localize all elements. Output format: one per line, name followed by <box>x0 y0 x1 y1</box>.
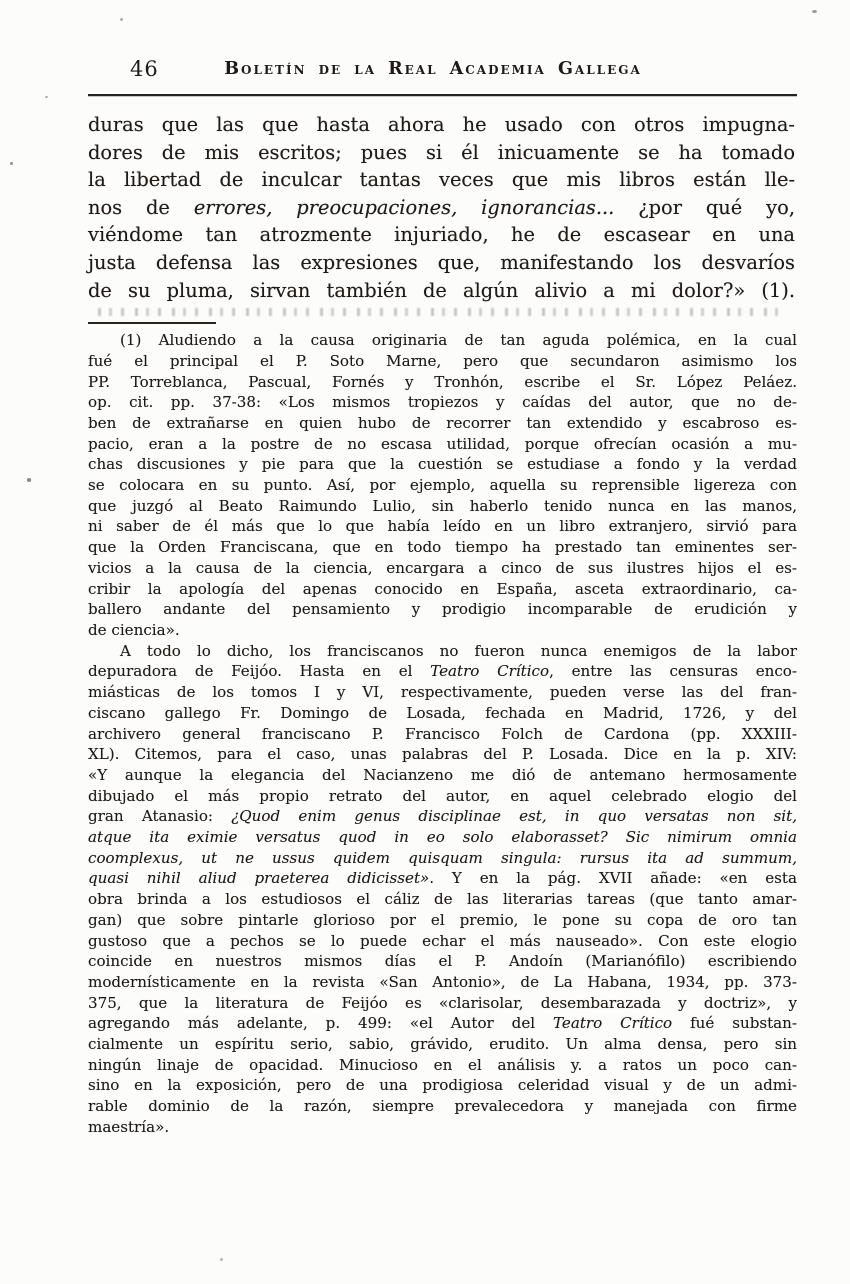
text-line: op. cit. pp. 37-38: «Los mismos tropiezos y caídas del autor, que no de- <box>88 393 797 412</box>
text-line: ningún linaje de opacidad. Minucioso en el análisis y. a ratos un poco can- <box>88 1055 797 1074</box>
ghost-text-artifact <box>98 308 786 316</box>
text-line: ciscano gallego Fr. Domingo de Losada, fechada en Madrid, 1726, y del <box>88 703 797 722</box>
text-line: PP. Torreblanca, Pascual, Fornés y Tronhón, escribe el Sr. López Peláez. <box>88 372 797 391</box>
text-line: ben de extrañarse en quien hubo de recorrer tan extendido y escabroso es- <box>88 413 797 432</box>
text-line: sino en la exposición, pero de una prodigiosa celeridad visual y de un admi- <box>88 1076 797 1095</box>
text-line: de ciencia». <box>88 621 180 639</box>
text-line: viéndome tan atrozmente injuriado, he de escasear en una <box>88 223 795 247</box>
text-line: ni saber de él más que lo que había leído en un libro extranjero, sirvió para <box>88 517 797 536</box>
text-line: archivero general franciscano P. Francisco Folch de Cardona (pp. XXXIII- <box>88 724 797 743</box>
footnote-separator-rule <box>88 322 216 324</box>
text-line: pacio, eran a la postre de no escasa utilidad, porque ofrecían ocasión a mu- <box>88 434 797 453</box>
scan-speckle <box>220 1258 223 1261</box>
page-number: 46 <box>130 57 159 81</box>
scan-speckle <box>10 162 13 165</box>
scan-speckle <box>27 478 31 482</box>
text-line: que la Orden Franciscana, que en todo tiempo ha prestado tan eminentes ser- <box>88 538 797 557</box>
text-line: obra brinda a los estudiosos el cáliz de las literarias tareas (que tanto amar- <box>88 890 797 909</box>
text-line: (1) Aludiendo a la causa originaria de tan aguda polémica, en la cual <box>120 331 797 350</box>
text-line: maestría». <box>88 1117 170 1136</box>
main-paragraph <box>88 111 795 304</box>
text-line: dores de mis escritos; pues si él inicuamente se ha tomado <box>88 140 795 164</box>
text-line: dibujado el más propio retrato del autor, en aquel celebrado elogio del <box>88 786 797 805</box>
scan-speckle <box>45 96 48 98</box>
text-line: duras que las que hasta ahora he usado con otros impugna- <box>88 113 795 136</box>
footnote-1 <box>88 330 797 641</box>
header-rule <box>88 94 797 96</box>
text-line: 375, que la literatura de Feijóo es «clarisolar, desembarazada y doctriz», y <box>88 993 797 1012</box>
text-line: agregando más adelante, p. 499: «el Autor del Teatro Crítico fué substan- <box>88 1014 797 1033</box>
text-line: «Y aunque la elegancia del Nacianzeno me dió de antemano hermosamente <box>88 765 797 784</box>
running-title: Boletín de la Real Academia Gallega <box>224 59 642 79</box>
text-line: vicios a la causa de la ciencia, encargara a cinco de sus ilustres hijos el es- <box>88 558 797 577</box>
text-line: coomplexus, ut ne ussus quidem quisquam singula: rursus ita ad summum, <box>88 848 797 867</box>
text-line: chas discusiones y pie para que la cuestión se estudiase a fondo y la verdad <box>88 455 797 474</box>
text-line: quasi nihil aliud praeterea didicisset». Y en la pág. XVII añade: «en esta <box>88 869 797 888</box>
text-line: modernísticamente en la revista «San Antonio», de La Habana, 1934, pp. 373- <box>88 972 797 991</box>
text-line: atque ita eximie versatus quod in eo solo elaborasset? Sic nimirum omnia <box>88 828 797 847</box>
text-line: coincide en nuestros mismos días el P. Andoín (Marianófilo) escribiendo <box>88 952 797 971</box>
scan-speckle <box>812 10 817 13</box>
scan-speckle <box>120 18 123 21</box>
text-line: gran Atanasio: ¿Quod enim genus disciplinae est, in quo versatas non sit, <box>88 807 798 826</box>
text-line: que juzgó al Beato Raimundo Lulio, sin haberlo tenido nunca en las manos, <box>88 496 797 515</box>
text-line: nos de errores, preocupaciones, ignorancias... ¿por qué yo, <box>88 195 795 219</box>
text-line: de su pluma, sirvan también de algún alivio a mi dolor?» (1). <box>88 278 795 302</box>
text-line: ballero andante del pensamiento y prodigio incomparable de erudición y <box>88 600 797 619</box>
text-line: depuradora de Feijóo. Hasta en el Teatro Crítico, entre las censuras enco- <box>88 662 797 681</box>
text-line: rable dominio de la razón, siempre prevalecedora y manejada con firme <box>88 1097 797 1116</box>
text-line: fué el principal el P. Soto Marne, pero que secundaron asimismo los <box>88 351 797 370</box>
text-line: gan) que sobre pintarle glorioso por el premio, le pone su copa de oro tan <box>88 910 797 929</box>
text-line: miásticas de los tomos I y VI, respectivamente, pueden verse las del fran- <box>88 683 797 702</box>
text-line: gustoso que a pechos se lo puede echar el más nauseado». Con este elogio <box>88 931 797 950</box>
text-line: se colocara en su punto. Así, por ejemplo, aquella su reprensible ligereza con <box>88 476 797 495</box>
text-line: A todo lo dicho, los franciscanos no fueron nunca enemigos de la labor <box>120 641 797 660</box>
text-line: la libertad de inculcar tantas veces que mis libros están lle- <box>88 168 795 192</box>
text-line: cribir la apología del apenas conocido en España, asceta extraordinario, ca- <box>88 579 797 598</box>
text-line: cialmente un espíritu serio, sabio, grávido, erudito. Un alma densa, pero sin <box>88 1035 797 1054</box>
page-header <box>0 57 850 89</box>
text-line: XL). Citemos, para el caso, unas palabras del P. Losada. Dice en la p. XIV: <box>88 745 797 764</box>
text-line: justa defensa las expresiones que, manifestando los desvaríos <box>88 250 795 274</box>
footnote-2 <box>88 641 797 1138</box>
